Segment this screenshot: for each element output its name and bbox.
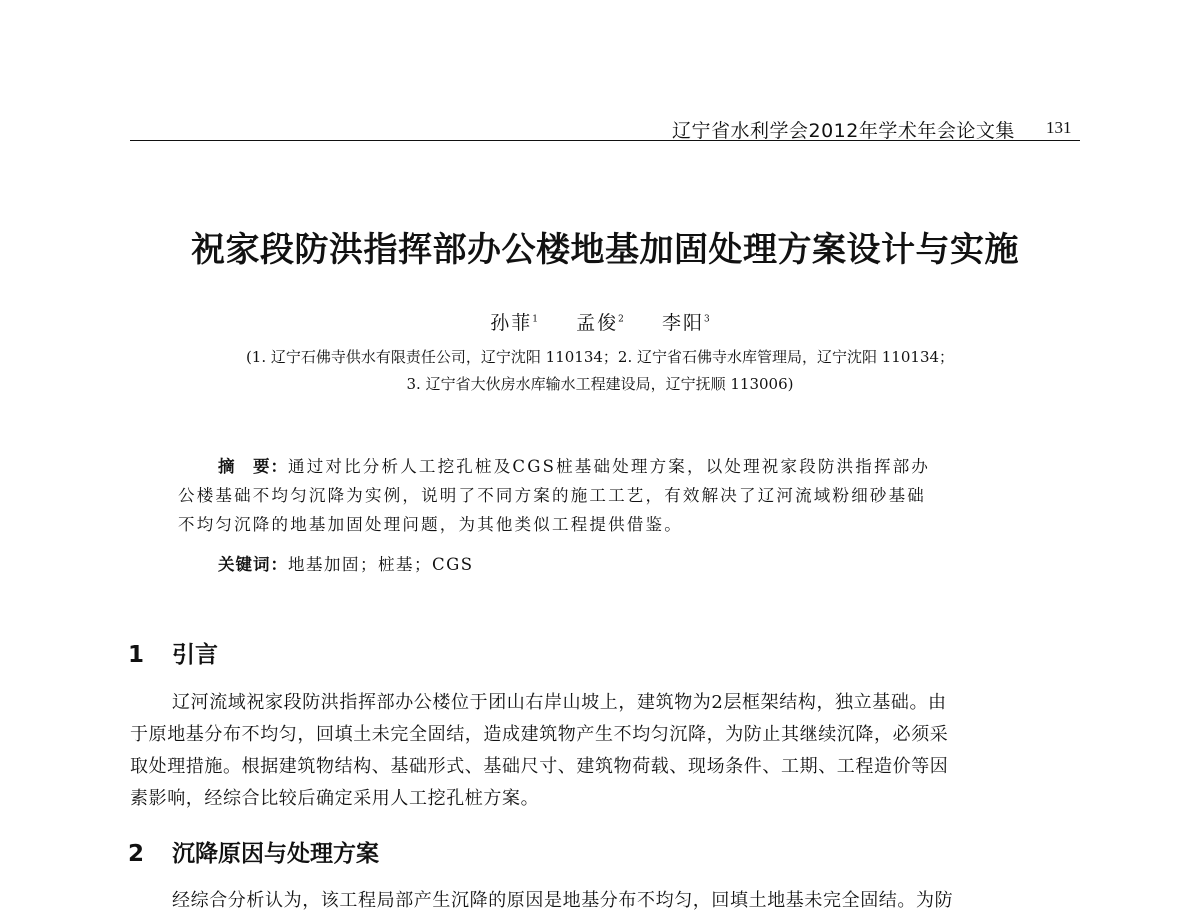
abstract-line xyxy=(218,452,1098,481)
keywords-line xyxy=(218,551,474,575)
keywords-text: 地基加固；桩基；CGS xyxy=(288,555,474,574)
section-number: 1 xyxy=(128,642,145,668)
affiliation-line: (1. 辽宁石佛寺供水有限责任公司，辽宁沈阳 110134；2. 辽宁省石佛寺水库管理局，辽宁沈阳 110134； xyxy=(245,348,955,366)
section-heading xyxy=(128,835,379,868)
body-text-line: 素影响，经综合比较后确定采用人工挖孔桩方案。 xyxy=(130,788,540,809)
section-title: 引言 xyxy=(172,642,218,668)
abstract-label: 摘 要： xyxy=(218,457,288,476)
affiliation-line: 3. 辽宁省大伙房水库输水工程建设局，辽宁抚顺 113006) xyxy=(406,375,794,393)
abstract-line: 公楼基础不均匀沉降为实例，说明了不同方案的施工工艺，有效解决了辽河流域粉细砂基础 xyxy=(178,486,926,505)
header-rule xyxy=(130,140,1080,141)
author-name: 孟俊 xyxy=(576,312,619,334)
body-text-line: 取处理措施。根据建筑物结构、基础形式、基础尺寸、建筑物荷载、现场条件、工期、工程造价等因 xyxy=(130,756,949,777)
author-name: 李阳 xyxy=(661,312,704,334)
abstract-text: 通过对比分析人工挖孔桩及CGS桩基础处理方案，以处理祝家段防洪指挥部办 xyxy=(288,457,931,476)
author-affiliation-mark: 2 xyxy=(618,314,624,325)
author-list xyxy=(0,308,1200,335)
section-heading xyxy=(128,636,218,669)
page-number: 131 xyxy=(1046,118,1072,137)
body-text-line: 于原地基分布不均匀，回填土未完全固结，造成建筑物产生不均匀沉降，为防止其继续沉降，必须采 xyxy=(130,724,949,745)
author-affiliation-mark: 3 xyxy=(703,314,710,325)
body-text-line: 经综合分析认为，该工程局部产生沉降的原因是地基分布不均匀，回填土地基未完全固结。为防 xyxy=(172,890,954,911)
keywords-label: 关键词： xyxy=(218,555,288,574)
abstract-line: 不均匀沉降的地基加固处理问题，为其他类似工程提供借鉴。 xyxy=(178,515,683,534)
section-number: 2 xyxy=(128,841,145,867)
author-affiliation-mark: 1 xyxy=(532,314,539,325)
body-text-line: 辽河流域祝家段防洪指挥部办公楼位于团山右岸山坡上，建筑物为2层框架结构，独立基础。由 xyxy=(172,692,947,713)
author-name: 孙菲 xyxy=(490,312,533,334)
running-header-title: 辽宁省水利学会2012年学术年会论文集 xyxy=(672,120,1015,142)
paper-title: 祝家段防洪指挥部办公楼地基加固处理方案设计与实施 xyxy=(191,230,1019,270)
section-title: 沉降原因与处理方案 xyxy=(172,841,379,867)
